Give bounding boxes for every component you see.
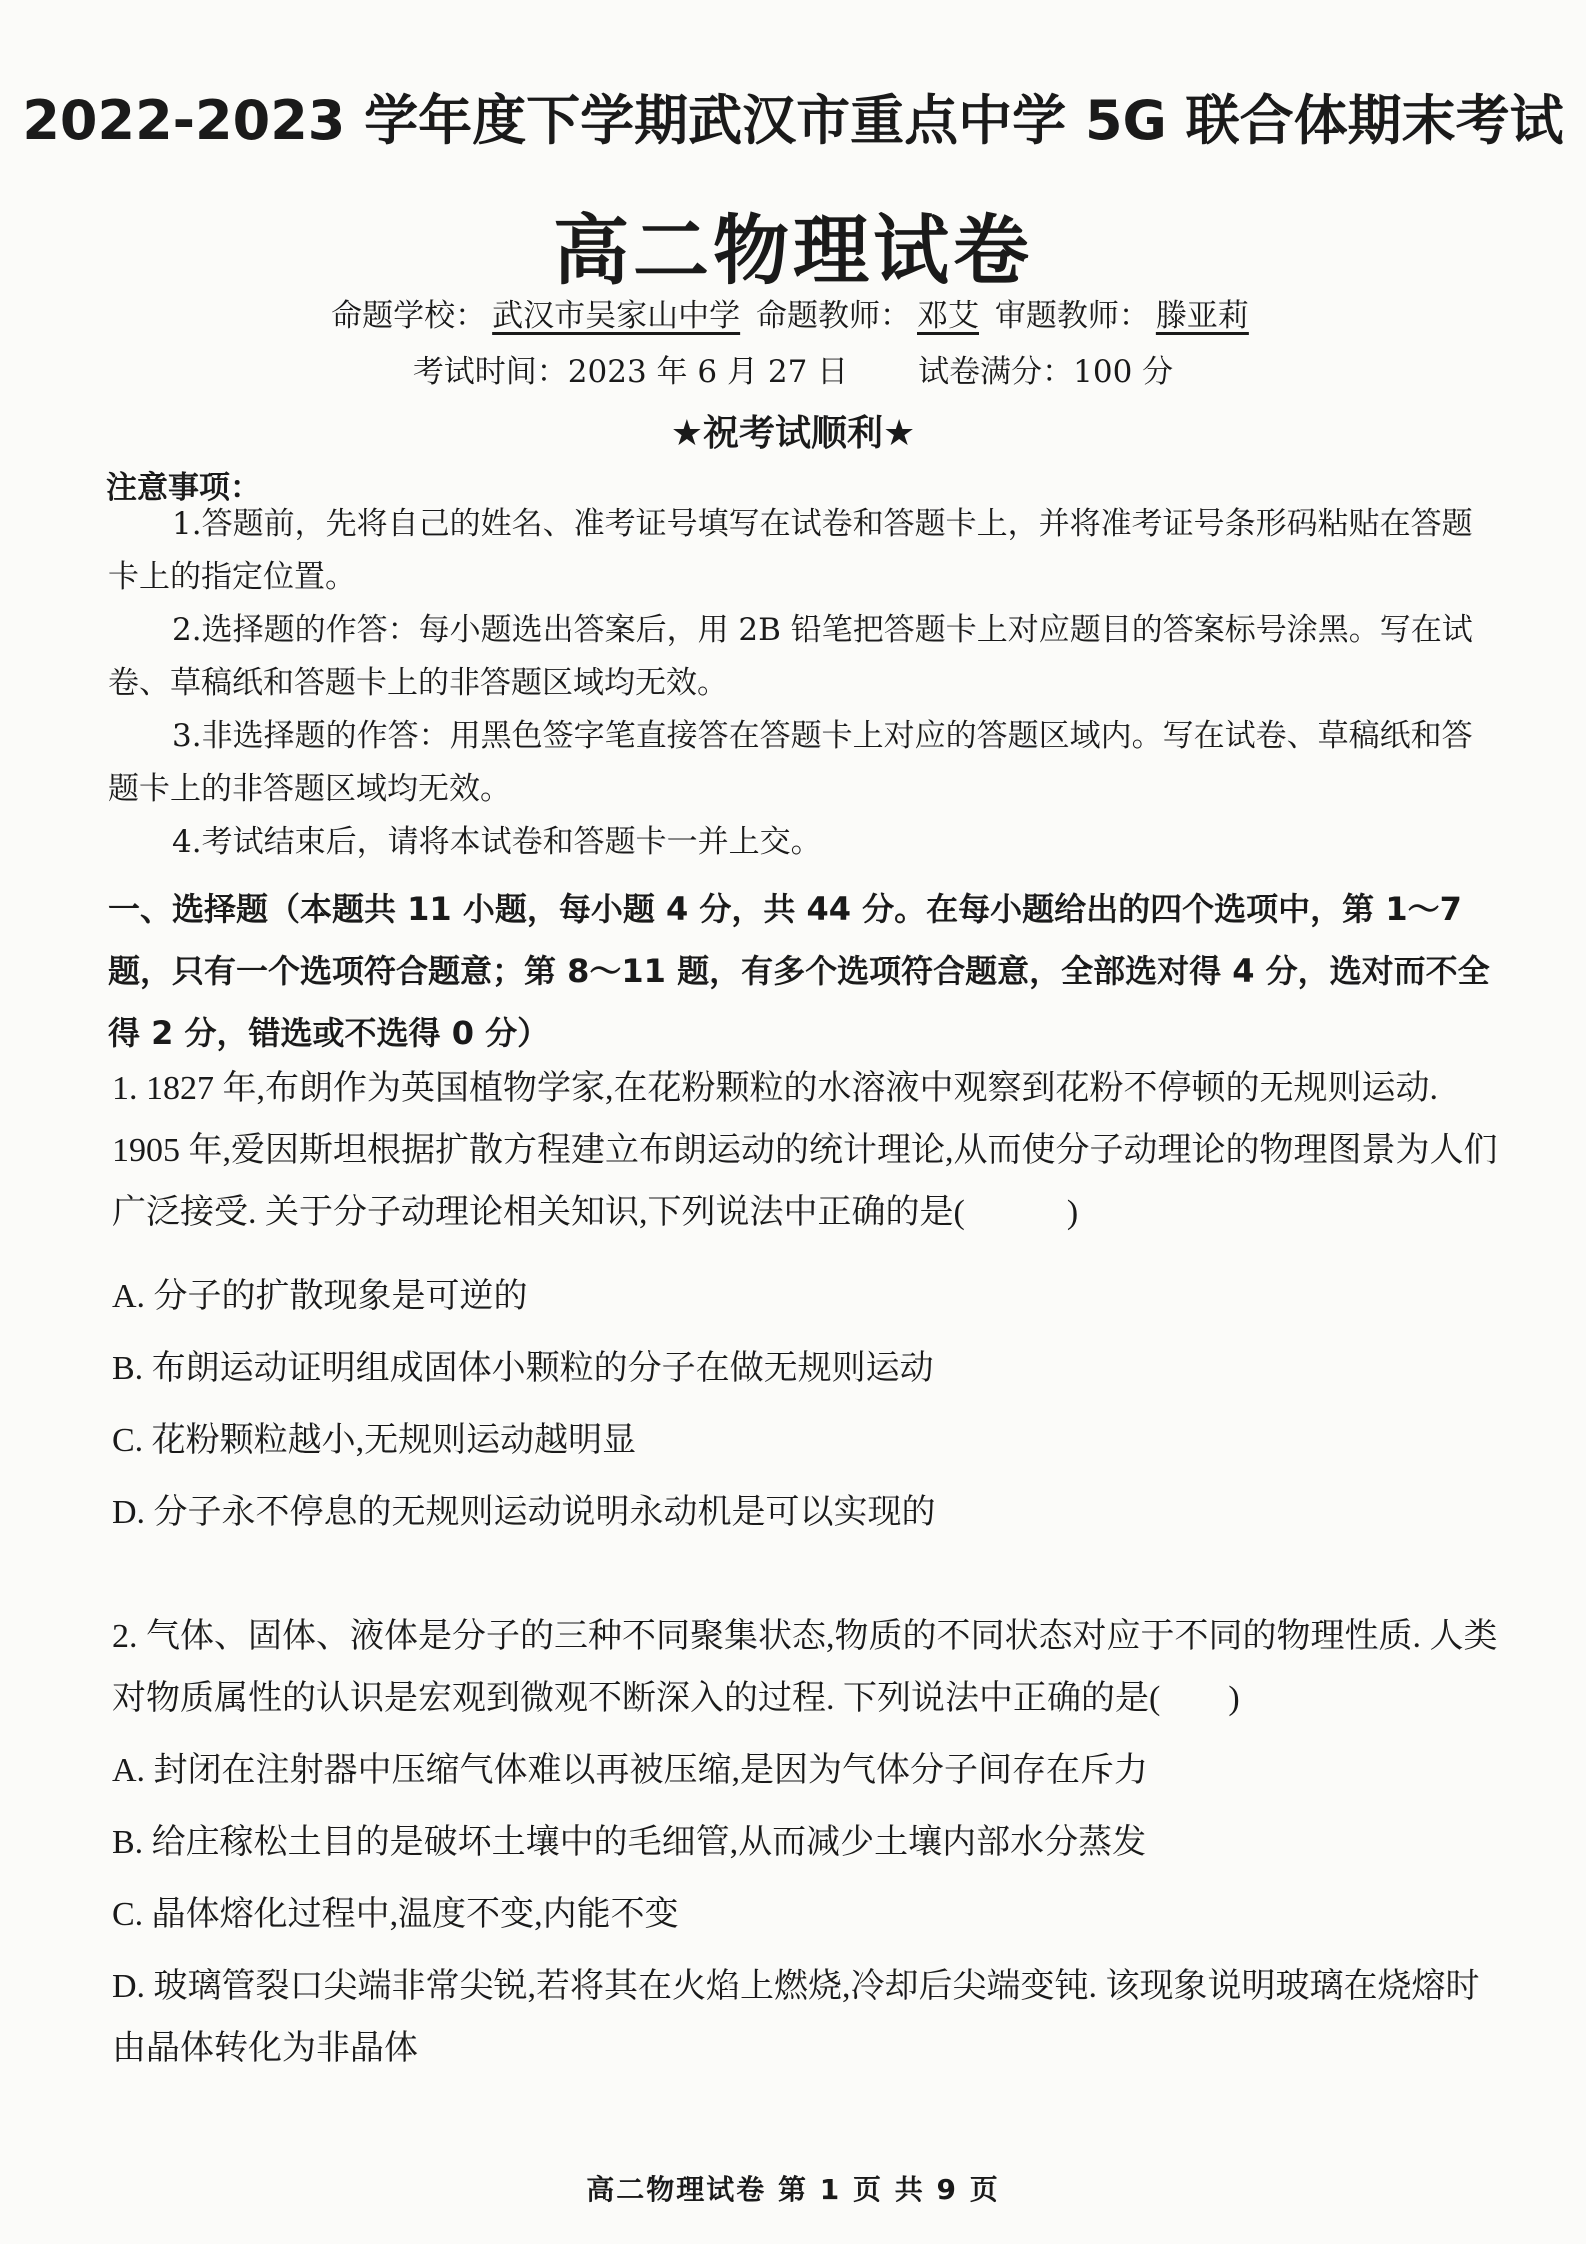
- option-b: B. 布朗运动证明组成固体小颗粒的分子在做无规则运动: [112, 1350, 934, 1387]
- note-item: 4.考试结束后，请将本试卷和答题卡一并上交。: [172, 824, 822, 860]
- option-d: D. 分子永不停息的无规则运动说明永动机是可以实现的: [112, 1494, 936, 1531]
- section-heading: 一、选择题（本题共 11 小题，每小题 4 分，共 44 分。在每小题给出的四个选项中，第 1～7 题，只有一个选项符合题意；第 8～11 题，有多个选项符合题意，全部选对得 4 分，选对而不全得 2 分，错选或不选得 0 分）: [108, 890, 1490, 1052]
- school-name: 武汉市吴家山中学: [492, 298, 741, 334]
- page-footer: 高二物理试卷 第 1 页 共 9 页: [586, 2173, 1000, 2206]
- note-item: 2.选择题的作答：每小题选出答案后，用 2B 铅笔把答题卡上对应题目的答案标号涂黑。写在试卷、草稿纸和答题卡上的非答题区域均无效。: [108, 612, 1473, 701]
- exam-time: 考试时间：2023 年 6 月 27 日: [412, 354, 849, 390]
- option-a: A. 分子的扩散现象是可逆的: [112, 1278, 528, 1315]
- question-stem: 1. 1827 年,布朗作为英国植物学家,在花粉颗粒的水溶液中观察到花粉不停顿的无规则运动. 1905 年,爱因斯坦根据扩散方程建立布朗运动的统计理论,从而使分子动理论的物理图景为人们广泛接受. 关于分子动理论相关知识,下列说法中正确的是( ): [112, 1070, 1498, 1231]
- reviewer-label: 审题教师：: [994, 298, 1150, 334]
- setter-label: 命题教师：: [756, 298, 911, 334]
- option-b: B. 给庄稼松土目的是破坏土壤中的毛细管,从而减少土壤内部水分蒸发: [112, 1824, 1147, 1861]
- note-item: 3.非选择题的作答：用黑色签字笔直接答在答题卡上对应的答题区域内。写在试卷、草稿纸和答题卡上的非答题区域均无效。: [108, 718, 1473, 807]
- question-stem: 2. 气体、固体、液体是分子的三种不同聚集状态,物质的不同状态对应于不同的物理性质. 人类对物质属性的认识是宏观到微观不断深入的过程. 下列说法中正确的是( ): [112, 1618, 1498, 1717]
- exam-title: 2022-2023 学年度下学期武汉市重点中学 5G 联合体期末考试: [22, 89, 1564, 152]
- exam-info-line: [0, 346, 1586, 391]
- reviewer-name: 滕亚莉: [1155, 298, 1249, 334]
- paper-title: 高二物理试卷: [553, 206, 1033, 295]
- option-a: A. 封闭在注射器中压缩气体难以再被压缩,是因为气体分子间存在斥力: [112, 1752, 1149, 1789]
- authors-line: [0, 290, 1586, 335]
- option-c: C. 花粉颗粒越小,无规则运动越明显: [112, 1422, 637, 1459]
- school-label: 命题学校：: [331, 298, 487, 334]
- good-luck-banner: ★祝考试顺利★: [670, 413, 916, 454]
- full-score: 试卷满分：100 分: [918, 354, 1174, 390]
- notes-heading: 注意事项：: [106, 470, 261, 506]
- option-d: D. 玻璃管裂口尖端非常尖锐,若将其在火焰上燃烧,冷却后尖端变钝. 该现象说明玻璃在烧熔时由晶体转化为非晶体: [112, 1968, 1480, 2067]
- option-c: C. 晶体熔化过程中,温度不变,内能不变: [112, 1896, 679, 1933]
- setter-name: 邓艾: [917, 298, 979, 334]
- note-item: 1.答题前，先将自己的姓名、准考证号填写在试卷和答题卡上，并将准考证号条形码粘贴在答题卡上的指定位置。: [108, 506, 1473, 595]
